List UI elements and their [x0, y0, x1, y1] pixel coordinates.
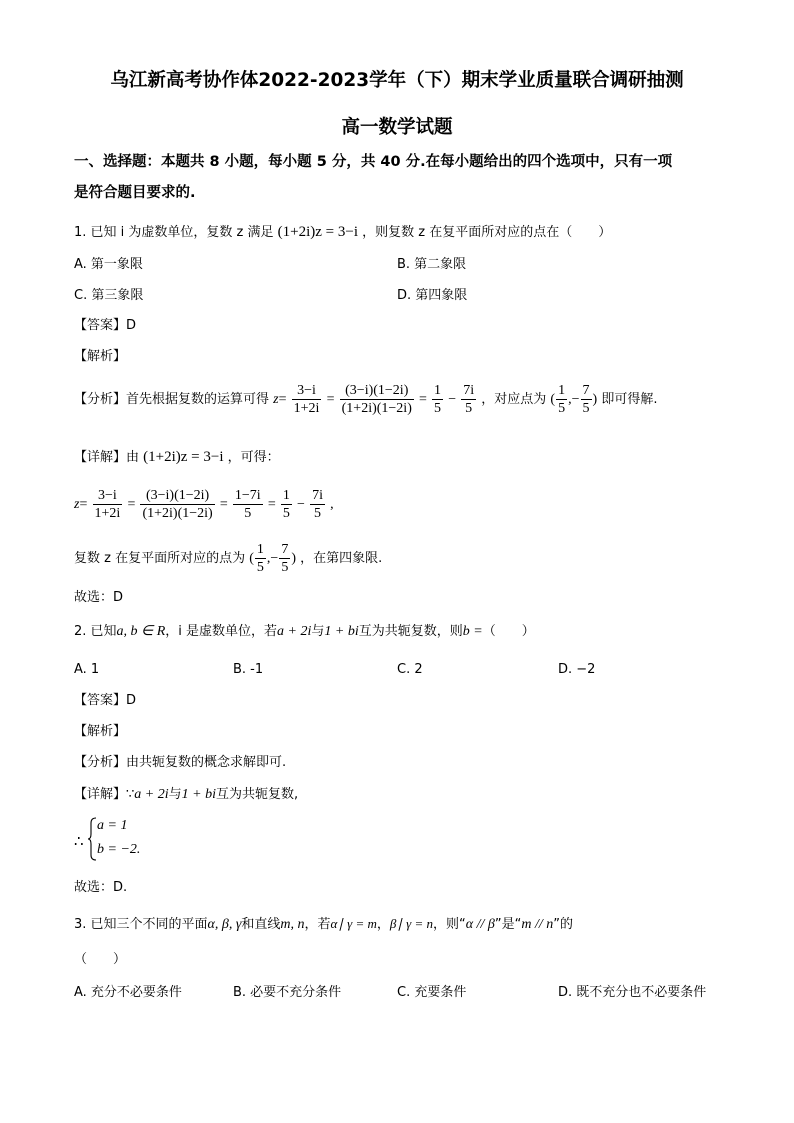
fraction: $\frac{7i}{5}$ [463, 383, 475, 416]
q1-option-c: C. 第三象限 [74, 288, 144, 303]
section-heading-line1: 一、选择题：本题共 8 小题，每小题 5 分，共 40 分.在每小题给出的四个选项中，只有一项 [74, 154, 673, 170]
page-title: 乌江新高考协作体2022-2023学年（下）期末学业质量联合调研抽测 [110, 70, 684, 91]
q1-point-line: 复数 z 在复平面所对应的点为 ( $\frac{1}{5}$ ,− $\frac{7}{5}$ ) ，在第四象限. [74, 542, 383, 575]
q3-option-c: C. 充要条件 [397, 985, 467, 1000]
fraction: $\frac{1}{5}$ [558, 383, 566, 416]
fraction: $\frac{7}{5}$ [582, 383, 590, 416]
fraction: $\frac{1}{5}$ [256, 542, 264, 575]
fraction: $\frac{3-i}{1+2i}$ [94, 488, 121, 521]
q1-choice: 故选：D [74, 590, 124, 605]
fraction: $\frac{(3-i)(1-2i)}{(1+2i)(1-2i)}$ [142, 488, 213, 521]
q1-fenxi: 【分析】首先根据复数的运算可得 z= $\frac{3-i}{1+2i}$ = $\frac{(3-i)(1-2i)}{(1+2i)(1-2i)}$ = $\frac{1}{5}$ − $\frac{7i}{5}$ ，对应点为 ( $\frac{1}{5}$ ,− $\frac{7}{5}$ ) 即可得解. [74, 383, 658, 416]
q1-stem: 1. 已知 i 为虚数单位，复数 z 满足 (1+2i)z = 3−i ，则复数 z 在复平面所对应的点在（ ） [74, 224, 612, 240]
q3-option-b: B. 必要不充分条件 [233, 985, 342, 1000]
q1-equation: (1+2i)z = 3−i [277, 224, 359, 240]
q2-option-c: C. 2 [397, 662, 423, 677]
q2-fenxi: 【分析】由共轭复数的概念求解即可. [74, 755, 287, 770]
q3-option-a: A. 充分不必要条件 [74, 985, 182, 1000]
q1-derivation: z= $\frac{3-i}{1+2i}$ = $\frac{(3-i)(1-2i)}{(1+2i)(1-2i)}$ = $\frac{1-7i}{5}$ = $\frac{1}{5}$ − $\frac{7i}{5}$ , [74, 488, 334, 521]
equation-b: b = −2. [97, 842, 141, 857]
q3-stem: 3. 已知三个不同的平面α, β, γ和直线m, n，若α∣ γ = m，β∣ γ = n，则“α // β”是“m // n”的 [74, 916, 574, 932]
q2-stem: 2. 已知a, b ∈ R，i 是虚数单位，若a + 2i与1 + bi互为共轭复数，则b =（ ） [74, 624, 535, 639]
q2-option-b: B. -1 [233, 662, 264, 677]
therefore-symbol: ∴ [74, 834, 84, 850]
q2-option-a: A. 1 [74, 662, 100, 677]
equation-a: a = 1 [97, 818, 128, 833]
q1-analysis-label: 【解析】 [74, 349, 127, 364]
q2-option-d: D. −2 [558, 662, 596, 677]
q1-answer: 【答案】D [74, 318, 137, 333]
q1-xiangjie: 【详解】由 (1+2i)z = 3−i ，可得： [74, 449, 280, 465]
fraction: $\frac{1-7i}{5}$ [234, 488, 261, 521]
fraction: $\frac{7}{5}$ [281, 542, 289, 575]
q3-paren: （ ） [74, 952, 127, 967]
q2-analysis-label: 【解析】 [74, 724, 127, 739]
q3-option-d: D. 既不充分也不必要条件 [558, 985, 707, 1000]
fraction: $\frac{3-i}{1+2i}$ [293, 383, 320, 416]
fraction: $\frac{(3-i)(1-2i)}{(1+2i)(1-2i)}$ [341, 383, 412, 416]
fraction: $\frac{1}{5}$ [434, 383, 442, 416]
q1-option-b: B. 第二象限 [397, 257, 467, 272]
section-heading-line2: 是符合题目要求的. [74, 185, 196, 201]
q2-xiangjie: 【详解】∵a + 2i与1 + bi互为共轭复数, [74, 787, 299, 802]
q2-choice: 故选：D. [74, 880, 128, 895]
fraction: $\frac{1}{5}$ [282, 488, 290, 521]
q1-option-d: D. 第四象限 [397, 288, 468, 303]
fraction: $\frac{7i}{5}$ [312, 488, 323, 521]
page-subtitle: 高一数学试题 [341, 117, 453, 138]
q2-answer: 【答案】D [74, 693, 137, 708]
q1-option-a: A. 第一象限 [74, 257, 143, 272]
